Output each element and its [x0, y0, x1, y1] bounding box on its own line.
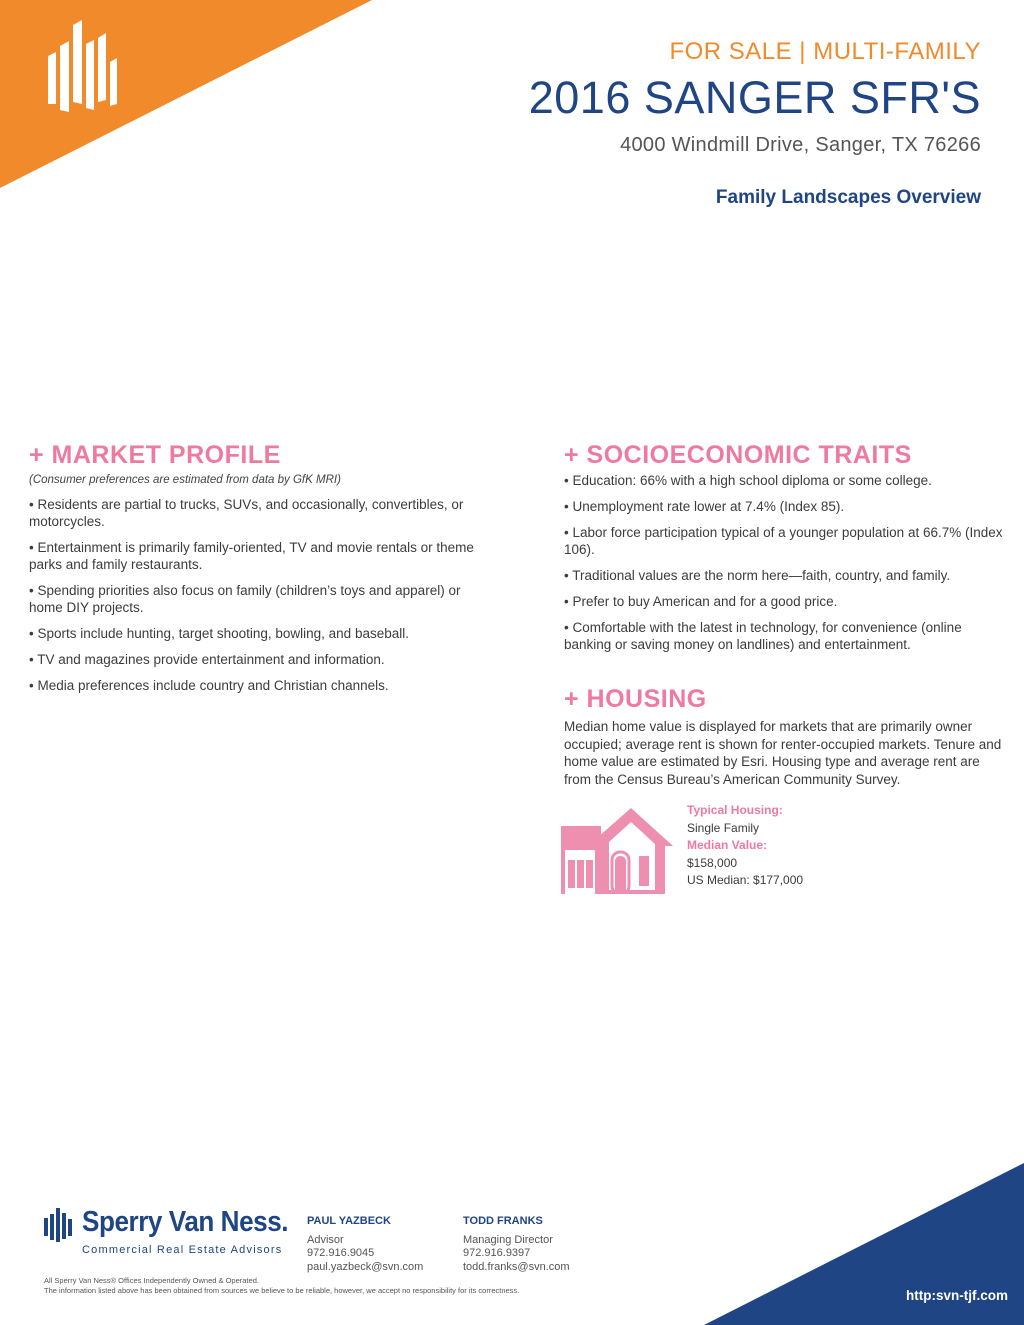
socioeconomic-list	[564, 472, 1004, 653]
orange-corner-banner	[0, 0, 372, 188]
market-profile-list	[29, 496, 479, 694]
listing-type: FOR SALE | MULTI-FAMILY	[669, 38, 981, 65]
housing-title: + HOUSING	[564, 685, 707, 713]
median-value-label: Median Value:	[687, 838, 768, 852]
section-heading: Family Landscapes Overview	[715, 187, 981, 208]
typical-housing-value: Single Family	[687, 820, 760, 835]
market-profile-section	[29, 443, 479, 694]
list-item: • Labor force participation typical of a younger population at 66.7% (Index 106).	[564, 525, 1003, 557]
contact-card	[307, 1215, 423, 1274]
list-item: • Education: 66% with a high school diploma or some college.	[564, 473, 932, 488]
list-item: • Comfortable with the latest in technology, for convenience (online banking or saving money on landlines) and entertainment.	[564, 620, 962, 652]
list-item: • Sports include hunting, target shooting, bowling, and baseball.	[29, 626, 409, 641]
contact-email: paul.yazbeck@svn.com	[307, 1260, 424, 1273]
housing-info	[687, 802, 803, 890]
contact-card	[463, 1215, 570, 1274]
property-address: 4000 Windmill Drive, Sanger, TX 76266	[620, 134, 981, 156]
contact-name: TODD FRANKS	[463, 1215, 543, 1227]
market-profile-title: + MARKET PROFILE	[29, 441, 281, 469]
svn-small-logo-icon	[44, 1208, 74, 1244]
contact-email: todd.franks@svn.com	[463, 1260, 570, 1273]
housing-description: Median home value is displayed for markets that are primarily owner occupied; average rent is shown for renter-occupied markets. Tenure and home value are estimated by Esri. Housing type and average rent are from the Census Bureau’s American Community Survey.	[564, 719, 1002, 787]
right-column	[564, 443, 1004, 894]
list-item: • Media preferences include country and Christian channels.	[29, 678, 389, 693]
list-item: • Residents are partial to trucks, SUVs, and occasionally, convertibles, or motorcycles.	[29, 497, 464, 529]
contact-name: PAUL YAZBECK	[307, 1215, 391, 1227]
list-item: • TV and magazines provide entertainment and information.	[29, 652, 385, 667]
disclaimer	[44, 1276, 519, 1296]
list-item: • Prefer to buy American and for a good price.	[564, 594, 838, 609]
market-profile-note: (Consumer preferences are estimated from data by GfK MRI)	[29, 474, 341, 486]
website-link[interactable]: http:svn-tjf.com	[906, 1288, 1008, 1303]
page-header	[529, 38, 981, 209]
disclaimer-line: All Sperry Van Ness® Offices Independently Owned & Operated.	[44, 1276, 259, 1285]
brand-tagline: Commercial Real Estate Advisors	[82, 1244, 283, 1256]
typical-housing-label: Typical Housing:	[687, 803, 783, 817]
list-item: • Entertainment is primarily family-oriented, TV and movie rentals or theme parks and family restaurants.	[29, 540, 474, 572]
list-item: • Traditional values are the norm here—faith, country, and family.	[564, 568, 951, 583]
contact-role: Advisor	[307, 1233, 344, 1246]
disclaimer-line: The information listed above has been obtained from sources we believe to be reliable, however, we accept no responsibility for its correctness.	[44, 1286, 520, 1295]
housing-summary	[564, 802, 1004, 894]
contact-phone: 972.916.9045	[307, 1247, 375, 1259]
list-item: • Unemployment rate lower at 7.4% (Index 85).	[564, 499, 845, 514]
list-item: • Spending priorities also focus on family (children’s toys and apparel) or home DIY projects.	[29, 583, 461, 615]
contact-phone: 972.916.9397	[463, 1247, 531, 1259]
house-icon	[561, 808, 673, 894]
us-median-value: US Median: $177,000	[687, 873, 804, 887]
brand-name: Sperry Van Ness.	[82, 1206, 289, 1238]
contact-role: Managing Director	[463, 1233, 553, 1246]
socioeconomic-title: + SOCIOECONOMIC TRAITS	[564, 441, 912, 469]
page-title: 2016 SANGER SFR'S	[528, 72, 981, 123]
median-value: $158,000	[687, 855, 738, 870]
